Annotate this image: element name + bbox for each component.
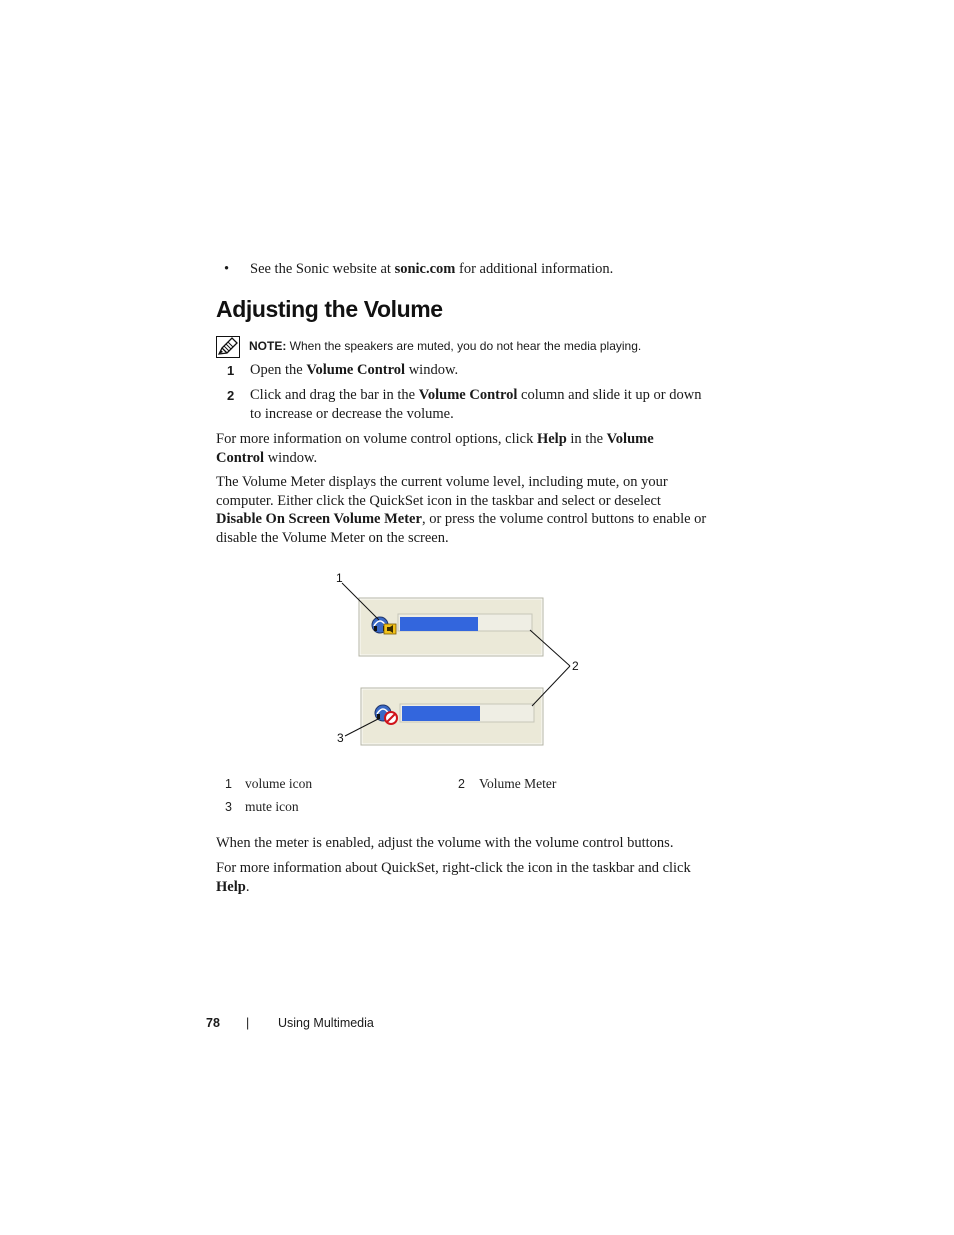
step-number: 1 [227, 363, 235, 378]
note-body: When the speakers are muted, you do not hear the media playing. [286, 339, 642, 353]
paragraph-adjust: When the meter is enabled, adjust the volume with the volume control buttons. [216, 835, 674, 851]
step-2-bold: Volume Control [418, 387, 518, 403]
callout-number-2: 2 [572, 659, 579, 673]
volume-meter-bar [402, 706, 480, 721]
step-1-post: window. [405, 362, 459, 378]
caption-text: Volume Meter [479, 776, 557, 791]
step-1 [216, 361, 716, 381]
footer-section-title: Using Multimedia [278, 1016, 374, 1030]
paragraph-help [216, 430, 694, 467]
section-heading: Adjusting the Volume [216, 296, 443, 322]
para4-post: . [245, 878, 250, 895]
callout-number-1: 1 [336, 571, 343, 585]
note-pencil-icon [216, 336, 240, 358]
para1-pre: For more information on volume control options, click [216, 431, 537, 447]
para1-mid: in the [566, 431, 607, 447]
caption-number: 3 [225, 800, 232, 814]
bullet-mark: • [224, 261, 230, 277]
step-2-pre: Click and drag the bar in the [250, 387, 419, 403]
volume-meter-bar [400, 617, 478, 631]
para2-post: , or press the volume control buttons to enable or disable the Volume Meter on the screen. [216, 511, 707, 546]
para4-pre: For more information about QuickSet, right-click the icon in the taskbar and click [216, 860, 691, 876]
step-number: 2 [227, 388, 235, 403]
paragraph-quickset [216, 859, 706, 896]
step-1-bold: Volume Control [306, 362, 406, 378]
caption-number: 2 [458, 777, 465, 791]
step-1-pre: Open the [250, 362, 307, 378]
footer-separator: | [246, 1016, 250, 1030]
volume-meter-panel-bottom [361, 688, 543, 745]
callout-line-2b [532, 666, 570, 706]
bullet-text-pre: See the Sonic website at [250, 261, 395, 277]
step-2 [216, 386, 716, 426]
caption-2 [458, 776, 557, 792]
para1-volume-control: Volume Control [216, 431, 654, 466]
volume-meter-figure [330, 566, 590, 756]
caption-number: 1 [225, 777, 232, 791]
caption-text: volume icon [245, 776, 313, 791]
para2-pre: The Volume Meter displays the current volume level, including mute, on your computer. Either click the QuickSet icon in the taskbar and select or deselect [216, 474, 668, 509]
para2-bold: Disable On Screen Volume Meter [216, 511, 422, 527]
note-label: NOTE: [249, 339, 287, 353]
note-block [216, 336, 716, 358]
caption-3 [225, 799, 299, 815]
caption-1 [225, 776, 313, 792]
para4-help: Help [216, 878, 246, 895]
bullet-text-post: for additional information. [455, 261, 614, 277]
step-text [250, 386, 708, 423]
volume-meter-panel-top [359, 598, 543, 656]
para1-help: Help [536, 431, 567, 447]
caption-text: mute icon [245, 799, 299, 814]
step-text [250, 361, 710, 380]
callout-number-3: 3 [337, 731, 344, 745]
paragraph-volume-meter [216, 473, 708, 547]
sonic-link[interactable]: sonic.com [394, 261, 456, 277]
para1-post: window. [264, 449, 318, 466]
bullet-text [250, 260, 613, 279]
page-number: 78 [206, 1016, 220, 1030]
step-2-post: column and slide it up or down to increase or decrease the volume. [250, 387, 702, 422]
note-text [249, 339, 641, 353]
